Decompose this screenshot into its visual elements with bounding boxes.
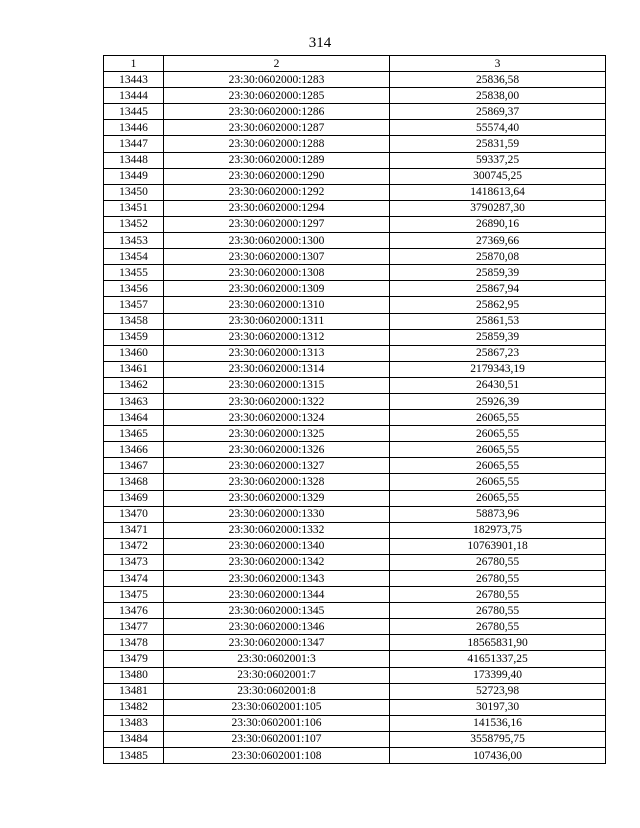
cadastral-number-cell: 23:30:0602000:1288: [164, 136, 390, 152]
table-row: [104, 265, 606, 281]
cadastral-number-cell: 23:30:0602000:1314: [164, 361, 390, 377]
table-row: [104, 635, 606, 651]
table-row: [104, 715, 606, 731]
row-number-cell: 13460: [104, 345, 164, 361]
cadastral-number-cell: 23:30:0602000:1332: [164, 522, 390, 538]
value-cell: 26780,55: [390, 603, 606, 619]
value-cell: 26065,55: [390, 442, 606, 458]
row-number-cell: 13465: [104, 426, 164, 442]
cadastral-number-cell: 23:30:0602001:107: [164, 731, 390, 747]
value-cell: 52723,98: [390, 683, 606, 699]
value-cell: 1418613,64: [390, 184, 606, 200]
value-cell: 10763901,18: [390, 538, 606, 554]
cadastral-number-cell: 23:30:0602000:1309: [164, 281, 390, 297]
cadastral-number-cell: 23:30:0602000:1313: [164, 345, 390, 361]
value-cell: 25861,53: [390, 313, 606, 329]
cadastral-number-cell: 23:30:0602000:1322: [164, 393, 390, 409]
value-cell: 59337,25: [390, 152, 606, 168]
row-number-cell: 13477: [104, 619, 164, 635]
value-cell: 25859,39: [390, 329, 606, 345]
value-cell: 55574,40: [390, 120, 606, 136]
value-cell: 25831,59: [390, 136, 606, 152]
row-number-cell: 13466: [104, 442, 164, 458]
cadastral-number-cell: 23:30:0602000:1343: [164, 571, 390, 587]
row-number-cell: 13475: [104, 587, 164, 603]
table-row: [104, 377, 606, 393]
table-row: [104, 474, 606, 490]
row-number-cell: 13456: [104, 281, 164, 297]
cadastral-number-cell: 23:30:0602001:106: [164, 715, 390, 731]
row-number-cell: 13484: [104, 731, 164, 747]
cadastral-number-cell: 23:30:0602000:1330: [164, 506, 390, 522]
value-cell: 26065,55: [390, 426, 606, 442]
row-number-cell: 13474: [104, 571, 164, 587]
table-row: [104, 490, 606, 506]
table-row: [104, 554, 606, 570]
row-number-cell: 13446: [104, 120, 164, 136]
row-number-cell: 13473: [104, 554, 164, 570]
value-cell: 182973,75: [390, 522, 606, 538]
value-cell: 26780,55: [390, 619, 606, 635]
cadastral-number-cell: 23:30:0602001:108: [164, 748, 390, 764]
cadastral-number-cell: 23:30:0602000:1289: [164, 152, 390, 168]
cadastral-number-cell: 23:30:0602000:1285: [164, 88, 390, 104]
row-number-cell: 13450: [104, 184, 164, 200]
row-number-cell: 13483: [104, 715, 164, 731]
row-number-cell: 13485: [104, 748, 164, 764]
table-row: [104, 184, 606, 200]
cadastral-number-cell: 23:30:0602000:1347: [164, 635, 390, 651]
cadastral-number-cell: 23:30:0602000:1290: [164, 168, 390, 184]
table-row: [104, 120, 606, 136]
table-row: [104, 748, 606, 764]
table-row: [104, 104, 606, 120]
row-number-cell: 13445: [104, 104, 164, 120]
table-row: [104, 216, 606, 232]
cadastral-number-cell: 23:30:0602000:1300: [164, 233, 390, 249]
table-row: [104, 152, 606, 168]
row-number-cell: 13452: [104, 216, 164, 232]
value-cell: 26780,55: [390, 571, 606, 587]
table-row: [104, 651, 606, 667]
table-row: [104, 538, 606, 554]
value-cell: 25869,37: [390, 104, 606, 120]
cadastral-number-cell: 23:30:0602000:1286: [164, 104, 390, 120]
column-header-1: 1: [104, 56, 164, 72]
row-number-cell: 13481: [104, 683, 164, 699]
row-number-cell: 13468: [104, 474, 164, 490]
value-cell: 26780,55: [390, 587, 606, 603]
value-cell: 27369,66: [390, 233, 606, 249]
value-cell: 25859,39: [390, 265, 606, 281]
column-header-2: 2: [164, 56, 390, 72]
table-row: [104, 233, 606, 249]
row-number-cell: 13458: [104, 313, 164, 329]
row-number-cell: 13451: [104, 200, 164, 216]
value-cell: 3790287,30: [390, 200, 606, 216]
value-cell: 25838,00: [390, 88, 606, 104]
table-row: [104, 88, 606, 104]
table-row: [104, 619, 606, 635]
cadastral-number-cell: 23:30:0602000:1310: [164, 297, 390, 313]
value-cell: 3558795,75: [390, 731, 606, 747]
table-row: [104, 345, 606, 361]
row-number-cell: 13457: [104, 297, 164, 313]
column-header-3: 3: [390, 56, 606, 72]
value-cell: 41651337,25: [390, 651, 606, 667]
value-cell: 30197,30: [390, 699, 606, 715]
row-number-cell: 13459: [104, 329, 164, 345]
row-number-cell: 13448: [104, 152, 164, 168]
cadastral-number-cell: 23:30:0602000:1328: [164, 474, 390, 490]
value-cell: 25870,08: [390, 249, 606, 265]
row-number-cell: 13461: [104, 361, 164, 377]
row-number-cell: 13478: [104, 635, 164, 651]
cadastral-number-cell: 23:30:0602000:1297: [164, 216, 390, 232]
row-number-cell: 13480: [104, 667, 164, 683]
cadastral-number-cell: 23:30:0602000:1308: [164, 265, 390, 281]
table-row: [104, 667, 606, 683]
table-row: [104, 571, 606, 587]
row-number-cell: 13469: [104, 490, 164, 506]
cadastral-number-cell: 23:30:0602000:1311: [164, 313, 390, 329]
cadastral-number-cell: 23:30:0602000:1326: [164, 442, 390, 458]
row-number-cell: 13453: [104, 233, 164, 249]
table-row: [104, 506, 606, 522]
cadastral-number-cell: 23:30:0602000:1345: [164, 603, 390, 619]
table-row: [104, 587, 606, 603]
cadastral-number-cell: 23:30:0602000:1287: [164, 120, 390, 136]
cadastral-number-cell: 23:30:0602001:105: [164, 699, 390, 715]
table-row: [104, 361, 606, 377]
table-row: [104, 313, 606, 329]
row-number-cell: 13444: [104, 88, 164, 104]
cadastral-number-cell: 23:30:0602000:1325: [164, 426, 390, 442]
value-cell: 18565831,90: [390, 635, 606, 651]
value-cell: 25867,94: [390, 281, 606, 297]
value-cell: 25862,95: [390, 297, 606, 313]
cadastral-number-cell: 23:30:0602000:1342: [164, 554, 390, 570]
value-cell: 25836,58: [390, 72, 606, 88]
cadastral-number-cell: 23:30:0602000:1327: [164, 458, 390, 474]
table-row: [104, 522, 606, 538]
value-cell: 26890,16: [390, 216, 606, 232]
table-row: [104, 393, 606, 409]
table-row: [104, 458, 606, 474]
value-cell: 25867,23: [390, 345, 606, 361]
table-row: [104, 249, 606, 265]
table-row: [104, 410, 606, 426]
row-number-cell: 13443: [104, 72, 164, 88]
cadastral-number-cell: 23:30:0602000:1312: [164, 329, 390, 345]
row-number-cell: 13455: [104, 265, 164, 281]
table-row: [104, 200, 606, 216]
row-number-cell: 13476: [104, 603, 164, 619]
cadastral-number-cell: 23:30:0602001:8: [164, 683, 390, 699]
cadastral-number-cell: 23:30:0602000:1292: [164, 184, 390, 200]
table-row: [104, 442, 606, 458]
row-number-cell: 13471: [104, 522, 164, 538]
table-row: [104, 683, 606, 699]
cadastral-number-cell: 23:30:0602000:1315: [164, 377, 390, 393]
cadastral-number-cell: 23:30:0602001:7: [164, 667, 390, 683]
value-cell: 26065,55: [390, 410, 606, 426]
value-cell: 141536,16: [390, 715, 606, 731]
value-cell: 173399,40: [390, 667, 606, 683]
table-row: [104, 297, 606, 313]
table-row: [104, 281, 606, 297]
row-number-cell: 13470: [104, 506, 164, 522]
table-body: [104, 72, 606, 764]
table-row: [104, 603, 606, 619]
value-cell: 107436,00: [390, 748, 606, 764]
row-number-cell: 13467: [104, 458, 164, 474]
row-number-cell: 13472: [104, 538, 164, 554]
row-number-cell: 13482: [104, 699, 164, 715]
value-cell: 26065,55: [390, 458, 606, 474]
row-number-cell: 13462: [104, 377, 164, 393]
value-cell: 26780,55: [390, 554, 606, 570]
row-number-cell: 13447: [104, 136, 164, 152]
value-cell: 26430,51: [390, 377, 606, 393]
cadastral-number-cell: 23:30:0602000:1283: [164, 72, 390, 88]
value-cell: 25926,39: [390, 393, 606, 409]
table-row: [104, 699, 606, 715]
cadastral-number-cell: 23:30:0602000:1307: [164, 249, 390, 265]
header-row: [104, 56, 606, 72]
row-number-cell: 13449: [104, 168, 164, 184]
cadastral-number-cell: 23:30:0602000:1346: [164, 619, 390, 635]
cadastral-number-cell: 23:30:0602000:1340: [164, 538, 390, 554]
page-number: 314: [308, 35, 332, 51]
value-cell: 26065,55: [390, 490, 606, 506]
cadastral-number-cell: 23:30:0602001:3: [164, 651, 390, 667]
table-row: [104, 72, 606, 88]
table-row: [104, 731, 606, 747]
cadastral-number-cell: 23:30:0602000:1344: [164, 587, 390, 603]
row-number-cell: 13463: [104, 393, 164, 409]
row-number-cell: 13479: [104, 651, 164, 667]
row-number-cell: 13454: [104, 249, 164, 265]
cadastral-number-cell: 23:30:0602000:1294: [164, 200, 390, 216]
data-table: [103, 55, 606, 764]
value-cell: 26065,55: [390, 474, 606, 490]
value-cell: 2179343,19: [390, 361, 606, 377]
table-row: [104, 136, 606, 152]
value-cell: 300745,25: [390, 168, 606, 184]
table-row: [104, 329, 606, 345]
value-cell: 58873,96: [390, 506, 606, 522]
cadastral-number-cell: 23:30:0602000:1324: [164, 410, 390, 426]
row-number-cell: 13464: [104, 410, 164, 426]
cadastral-number-cell: 23:30:0602000:1329: [164, 490, 390, 506]
table-row: [104, 168, 606, 184]
table-row: [104, 426, 606, 442]
